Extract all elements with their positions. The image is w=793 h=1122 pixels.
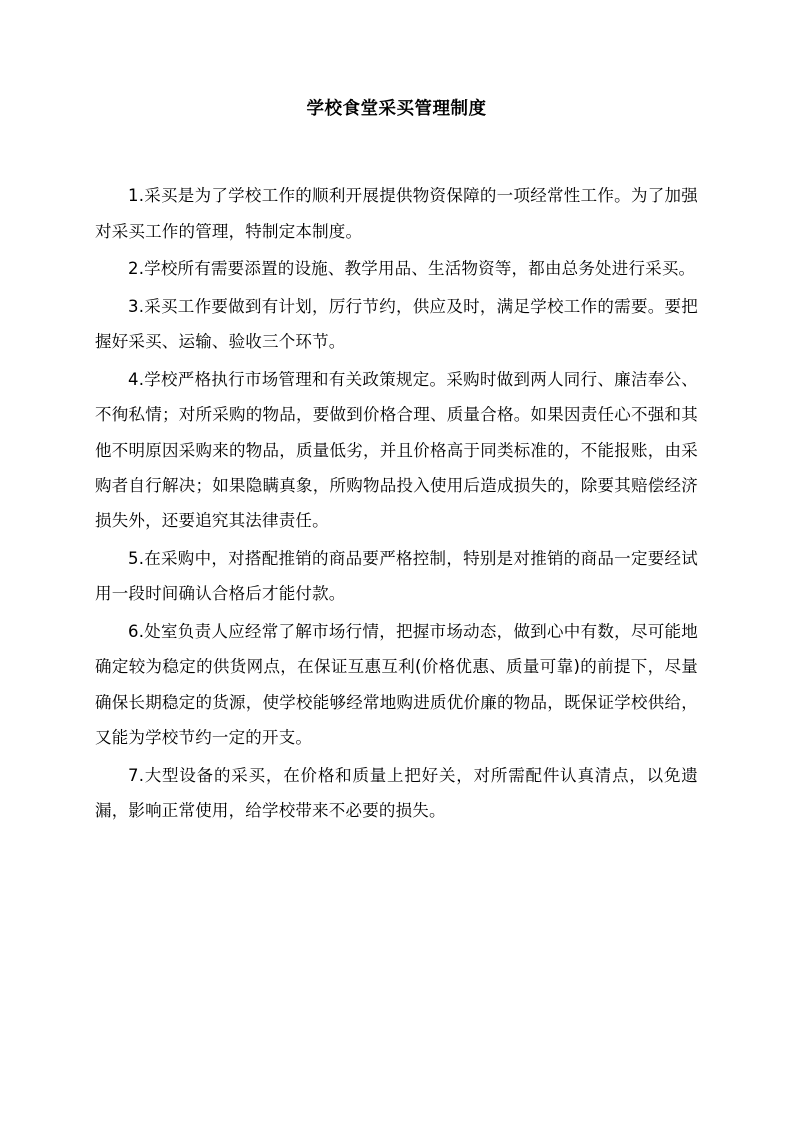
paragraph-4: 4.学校严格执行市场管理和有关政策规定。采购时做到两人同行、廉洁奉公、不徇私情；对所采购的物品，要做到价格合理、质量合格。如果因责任心不强和其他不明原因采购来的物品，质量低劣，并且价格高于同类标准的，不能报账，由采购者自行解决；如果隐瞒真象，所购物品投入使用后造成损失的，除要其赔偿经济损失外，还要追究其法律责任。 xyxy=(95,369,698,531)
paragraph-1: 1.采买是为了学校工作的顺利开展提供物资保障的一项经常性工作。为了加强对采买工作的管理，特制定本制度。 xyxy=(95,186,698,241)
page-title: 学校食堂采买管理制度 xyxy=(306,99,487,119)
paragraph-3: 3.采买工作要做到有计划，厉行节约，供应及时，满足学校工作的需要。要把握好采买、运输、验收三个环节。 xyxy=(95,296,698,352)
paragraph-2: 2.学校所有需要添置的设施、教学用品、生活物资等，都由总务处进行采买。 xyxy=(128,259,696,279)
paragraph-6: 6.处室负责人应经常了解市场行情，把握市场动态，做到心中有数，尽可能地确定较为稳定的供货网点，在保证互惠互利(价格优惠、质量可靠)的前提下，尽量确保长期稳定的货源，使学校能够经常地购进质优价廉的物品，既保证学校供给，又能为学校节约一定的开支。 xyxy=(95,621,698,748)
paragraph-5: 5.在采购中，对搭配推销的商品要严格控制，特别是对推销的商品一定要经试用一段时间确认合格后才能付款。 xyxy=(95,548,698,604)
paragraph-7: 7.大型设备的采买，在价格和质量上把好关，对所需配件认真清点，以免遗漏，影响正常使用，给学校带来不必要的损失。 xyxy=(95,765,698,821)
